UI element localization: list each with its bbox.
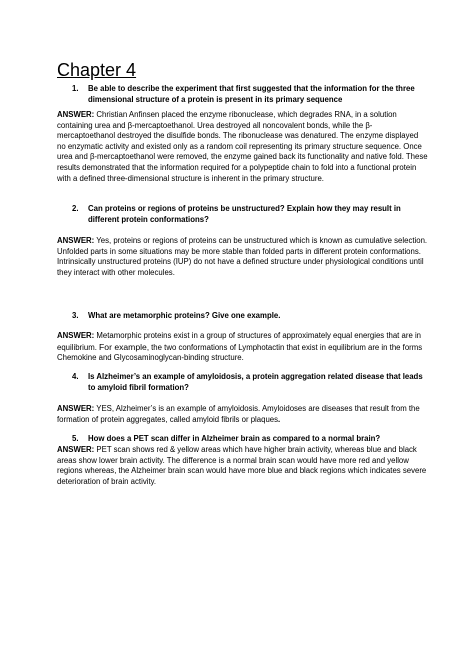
answer-label: ANSWER: xyxy=(57,331,95,340)
answer-4 xyxy=(57,404,429,425)
question-number: 1. xyxy=(72,84,79,93)
answer-1 xyxy=(57,110,429,184)
answer-text-period: . xyxy=(278,414,281,424)
question-text: Be able to describe the experiment that first suggested that the information for the three dimensional structure of a protein is present in its primary sequence xyxy=(88,84,415,104)
question-text: What are metamorphic proteins? Give one example. xyxy=(88,311,281,320)
answer-label: ANSWER: xyxy=(57,445,95,454)
answer-2 xyxy=(57,236,429,278)
answer-text-paragraph-2: Intrinsically unstructured proteins (IUP) do not have a defined structure under physiological conditions until they interact with other molecules. xyxy=(57,257,424,277)
question-text: How does a PET scan differ in Alzheimer brain as compared to a normal brain? xyxy=(88,434,381,443)
question-text: Can proteins or regions of proteins be unstructured? Explain how they may result in different protein conformations? xyxy=(88,204,401,224)
chapter-title: Chapter 4 xyxy=(57,60,137,80)
question-2 xyxy=(57,204,427,225)
answer-3 xyxy=(57,331,429,364)
question-4 xyxy=(57,372,427,393)
answer-emphasis: For example xyxy=(99,341,147,352)
question-5 xyxy=(57,434,427,445)
question-3 xyxy=(57,311,427,322)
question-number: 3. xyxy=(72,311,79,320)
answer-label: ANSWER: xyxy=(57,110,95,119)
question-1 xyxy=(57,84,427,105)
answer-label: ANSWER: xyxy=(57,236,95,245)
answer-text-period: . These results demonstrated that the information required for a polypeptide chain to fold into a functional protein with a defined three-dimensional structure is inherent in the primary structure. xyxy=(57,152,428,183)
answer-text: Yes, proteins or regions of proteins can be unstructured which is known as cumulative selection. Unfolded parts in some situations may be more stable than folded parts in different protein conformations. xyxy=(57,236,428,256)
answer-text: PET scan shows red & yellow areas which have higher brain activity, whereas blue and black areas show lower brain activity. The difference is a normal brain scan would have more red and yellow regions whereas, the Alzheimer brain scan would have more blue and black regions which indicates severe deterioration of brain activity. xyxy=(57,445,427,486)
answer-text: Christian Anfinsen placed the enzyme ribonuclease, which degrades RNA, in a solution containing urea and β-mercaptoethanol. Urea destroyed all noncovalent bonds, while the β-mercaptoethanol destroyed the disulfide bonds. The ribonuclease was denatured. The enzyme displayed no enzymatic activity and existed only as a random coil representing its primary structure sequence. Once urea and β-mercaptoethanol were removed, the enzyme gained back its functionality and native fold xyxy=(57,110,422,162)
question-number: 4. xyxy=(72,372,79,381)
answer-text: YES, Alzheimer’s is an example of amyloidosis. Amyloidoses are diseases that result from the formation of protein aggregates, called amyloid fibrils or plaques xyxy=(57,404,420,424)
answer-5 xyxy=(57,445,429,487)
answer-label: ANSWER: xyxy=(57,404,95,413)
answer-text: Metamorphic proteins exist in a group of structures of approximately equal energies that are in equilibrium. xyxy=(57,331,422,352)
question-number: 2. xyxy=(72,204,79,213)
answer-text-continued: , the two conformations of Lymphotactin that exist in equilibrium are in the forms Chemokine and Glycosaminoglycan-binding structure. xyxy=(57,342,423,363)
question-text: Is Alzheimer’s an example of amyloidosis, a protein aggregation related disease that leads to amyloid fibril formation? xyxy=(88,372,423,392)
question-number: 5. xyxy=(72,434,79,443)
